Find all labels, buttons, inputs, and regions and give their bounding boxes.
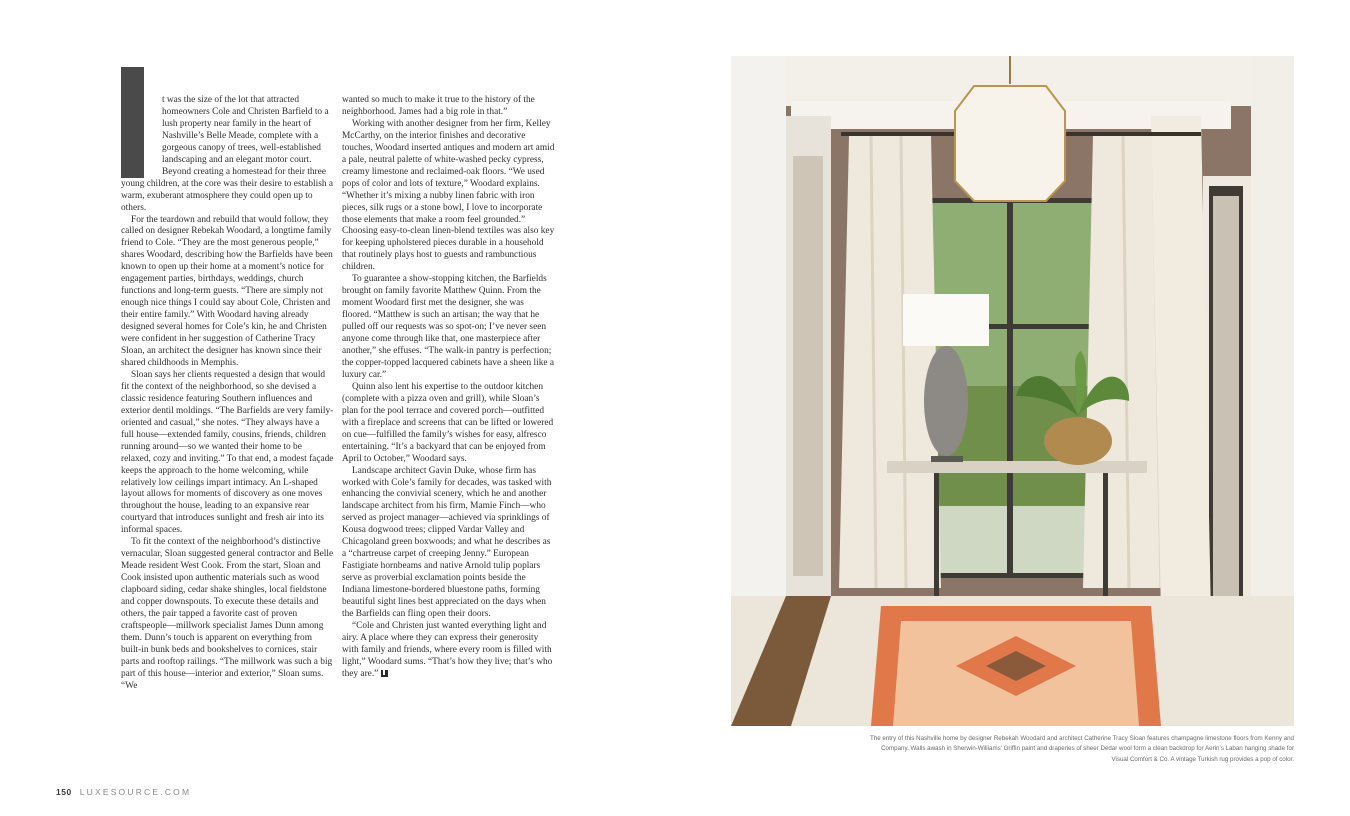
paragraph-1: t was the size of the lot that attracted homeowners Cole and Christen Barfield to a lush property near family in the heart of Nashville’s Belle Meade, complete with a gorgeous canopy of trees, well-established landscaping and an elegant motor court. Beyond creating a homestead for their three young children, at the core was their desire to establish a warm, exuberant atmosphere they could open up to others. xyxy=(121,95,334,215)
site-url: LUXESOURCE.COM xyxy=(79,787,192,797)
entry-photo-illustration xyxy=(731,56,1294,726)
paragraph-10: “Cole and Christen just wanted everything light and airy. A place where they can express their generosity with family and friends, where every room is filled with light,” Woodard sums. “That’s how they live; that’s who they are.” xyxy=(342,620,553,679)
photo-caption: The entry of this Nashville home by designer Rebekah Woodard and architect Catherine Tracy Sloan features champagne limestone floors from Kenny and Company. Walls awash in Sherwin-Williams’ Griffin paint and draperies of sheer Dedar wool form a clean backdrop for Aerin’s Laban hanging shade for Visual Comfort & Co. A vintage Turkish rug provides a pop of color. xyxy=(870,735,1294,763)
page-number: 150 xyxy=(56,787,72,797)
paragraph-5: wanted so much to make it true to the history of the neighborhood. James had a big role in that.” xyxy=(342,95,535,117)
pendant-shade xyxy=(955,86,1065,201)
paragraph-9: Landscape architect Gavin Duke, whose firm has worked with Cole’s family for decades, was tasked with enhancing the convivial scenery, which he and another landscape architect from his firm, Mamie Finch—who served as project manager—achieved via sprinklings of Kousa dogwood trees; clipped Vardar Valley and Chicagoland green boxwoods; and what he describes as a “chartreuse carpet of creeping Jenny.” European Fastigiate hornbeams and native Arnold tulip poplars serve as proverbial exclamation points beside the Indiana limestone-bordered bluestone paths, forming beautiful sight lines best appreciated on the days when the Barfields can fling open their doors. xyxy=(342,465,552,619)
article-column-2 xyxy=(342,95,555,681)
paragraph-7: To guarantee a show-stopping kitchen, the Barfields brought on family favorite Matthew Quinn. From the moment Woodard first met the designer, she was floored. “Matthew is such an artisan; the way that he pulled off our requests was so spot-on; I’ve never seen anyone come through like that, one masterpiece after another,” she effuses. “The walk-in pantry is perfection; the copper-topped lacquered cabinets have a sheen like a luxury car.” xyxy=(342,274,555,380)
dropcap-block xyxy=(121,67,144,178)
table-lamp-shade xyxy=(903,294,989,346)
paragraph-6: Working with another designer from her firm, Kelley McCarthy, on the interior finishes and decorative touches, Woodard inserted antiques and modern art amid a pale, neutral palette of white-washed pecky cypress, creamy limestone and reclaimed-oak floors. “We used pops of color and lots of texture,” Woodard explains. “Whether it’s mixing a nubby linen fabric with iron pieces, silk rugs or a stone bowl, I love to incorporate those elements that make a room feel grounded.” Choosing easy-to-clean linen-blend textiles was also key for keeping upholstered pieces durable in a household that routinely plays host to guests and rambunctious children. xyxy=(342,118,555,273)
console-table xyxy=(887,461,1147,473)
paragraph-3: Sloan says her clients requested a design that would fit the context of the neighborhood, so she devised a classic residence featuring Southern influences and exterior dentil moldings. “The Barfields are very family-oriented and casual,” she notes. “They always have a full house—extended family, cousins, friends, children running around—so we wanted their home to be relaxed, cozy and inviting.” To that end, a modest façade keeps the approach to the home welcoming, while relatively low ceilings impart intimacy. An L-shaped layout allows for moments of discovery as one moves throughout the house, leading to an expansive rear courtyard that introduces sunlight and fresh air into its informal spaces. xyxy=(121,369,334,536)
paragraph-2: For the teardown and rebuild that would follow, they called on designer Rebekah Woodard, a longtime family friend to Cole. “They are the most generous people,” shares Woodard, describing how the Barfields have been known to open up their home at a moment’s notice for engagement parties, birthdays, weddings, church functions and long-term guests. “There are simply not enough nice things I could say about Cole, Christen and their entire family.” With Woodard having already designed several homes for Cole’s kin, he and Christen were confident in her suggestion of Catherine Tracy Sloan, an architect the designer has known since their shared childhoods in Memphis. xyxy=(121,214,333,368)
left-curtain xyxy=(839,136,941,588)
folio xyxy=(56,787,191,797)
table-lamp-base xyxy=(924,346,968,456)
basket-planter xyxy=(1044,417,1112,465)
entry-photograph xyxy=(731,56,1294,726)
paragraph-8: Quinn also lent his expertise to the outdoor kitchen (complete with a pizza oven and grill), while Sloan’s plan for the pool terrace and covered porch—outfitted with a fireplace and screens that can be lifted or lowered on cue—fulfilled the family’s wishes for easy, alfresco entertaining. “It’s a backyard that can be enjoyed from April to October,” Woodard says. xyxy=(342,381,554,464)
right-page xyxy=(675,0,1350,816)
end-of-article-mark-icon xyxy=(381,670,388,677)
article-column-1 xyxy=(121,95,334,693)
paragraph-4: To fit the context of the neighborhood’s distinctive vernacular, Sloan suggested general contractor and Belle Meade resident West Cook. From the start, Sloan and Cook insisted upon authentic materials such as wood clapboard siding, cedar shake shingles, local fieldstone and copper downspouts. To execute these details and others, the pair tapped a favorite cast of proven craftspeople—millwork specialist James Dunn among them. Dunn’s touch is apparent on everything from built-in bunk beds and bookshelves to cornices, stair parts and rooftop railings. “The millwork was such a big part of this house—interior and exterior,” Sloan sums. “We xyxy=(121,537,334,691)
